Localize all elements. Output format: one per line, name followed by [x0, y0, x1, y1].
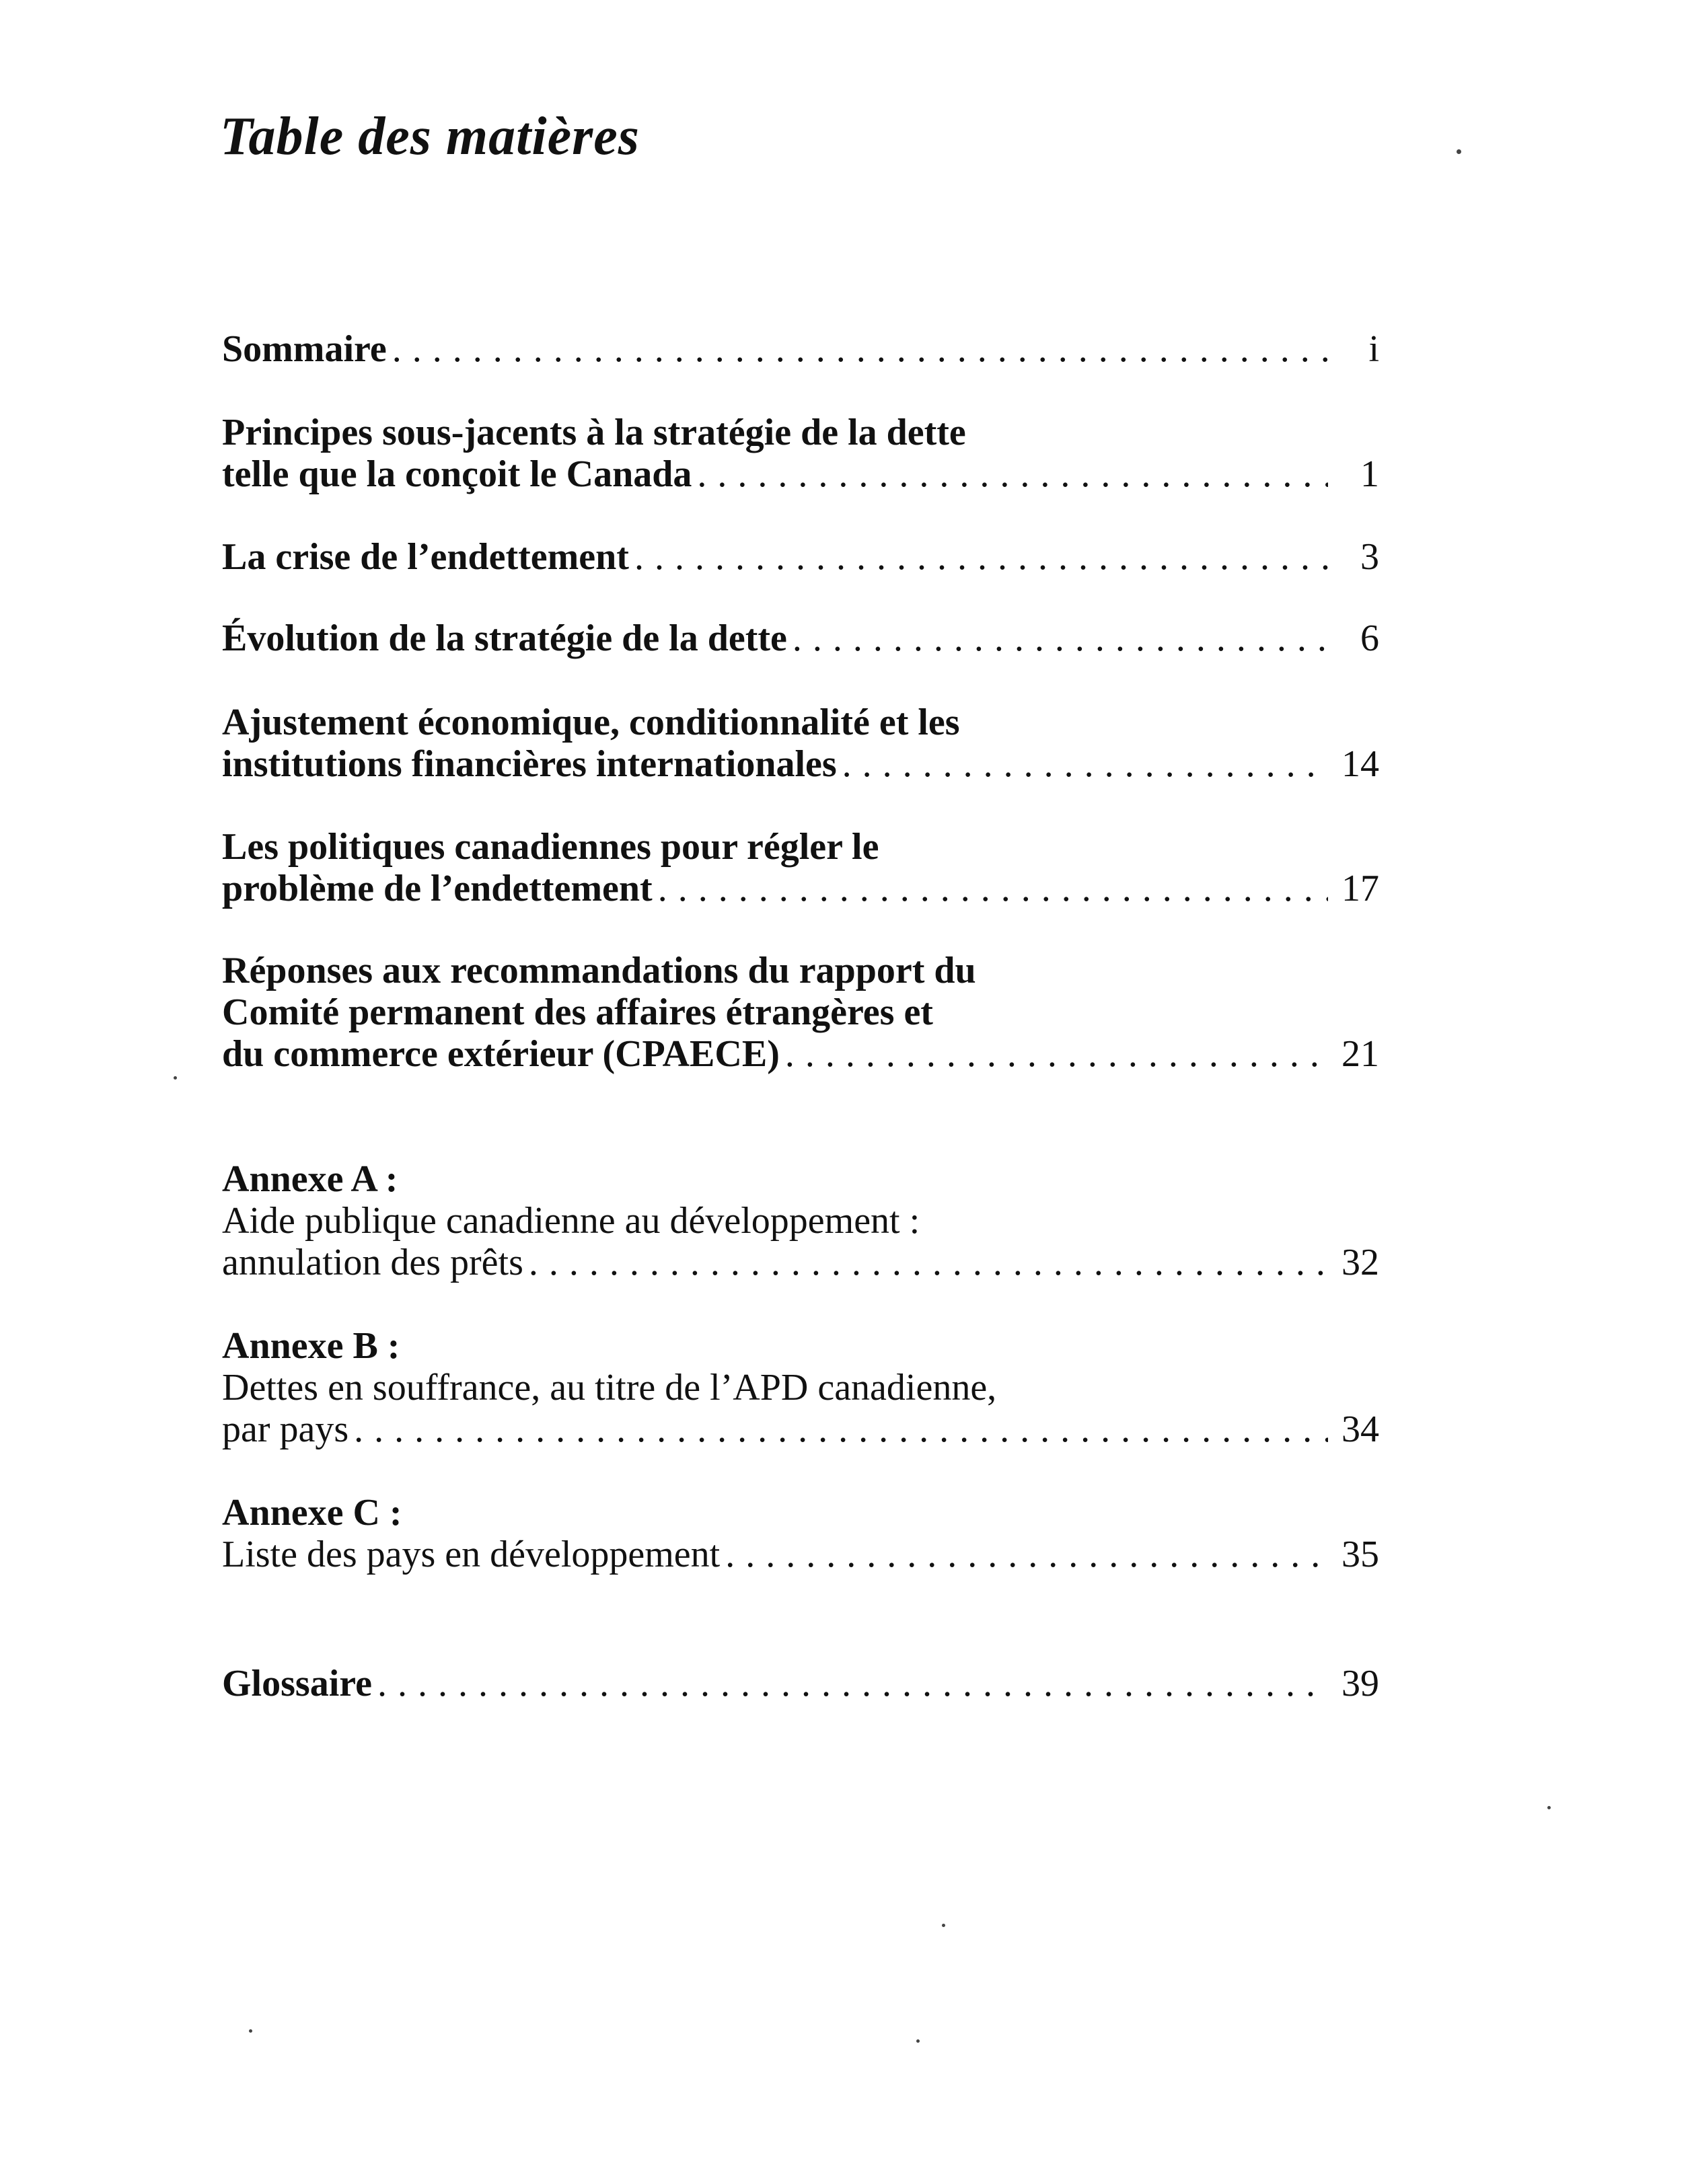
page-number: 21 [1341, 1033, 1379, 1075]
scan-speck [174, 1076, 177, 1080]
dot-leader [697, 453, 1328, 495]
annex-title-line: Liste des pays en développement [222, 1534, 721, 1575]
toc-entry-title-line: Ajustement économique, conditionnalité et les [222, 702, 960, 743]
page-number: 39 [1341, 1663, 1379, 1704]
toc-entry-principes[interactable] [222, 412, 1379, 495]
page-number: 3 [1360, 536, 1379, 578]
toc-entry-title-line: institutions financières internationales [222, 743, 837, 785]
toc-entry-title-line: telle que la conçoit le Canada [222, 453, 692, 495]
toc-entry-politiques[interactable] [222, 826, 1379, 909]
dot-leader [793, 617, 1328, 659]
dot-leader [725, 1534, 1328, 1575]
toc-entry-reponses[interactable] [222, 950, 1379, 1075]
toc-entry-title-line: problème de l’endettement [222, 868, 653, 909]
toc-entry-crise[interactable] [222, 536, 1379, 578]
toc-entry-title: Glossaire [222, 1663, 372, 1704]
page-number: 14 [1341, 743, 1379, 785]
toc-entry-sommaire[interactable] [222, 328, 1379, 370]
page-number: 6 [1360, 617, 1379, 659]
toc-entry-title: Sommaire [222, 328, 387, 370]
toc-entry-title-line: Principes sous-jacents à la stratégie de la dette [222, 412, 966, 453]
toc-entry-title: Évolution de la stratégie de la dette [222, 617, 787, 659]
toc-entry-title-line: Comité permanent des affaires étrangères et [222, 991, 933, 1033]
page-number: 1 [1360, 453, 1379, 495]
dot-leader [634, 536, 1328, 578]
annex-label: Annexe A : [222, 1158, 398, 1200]
toc-annex-c[interactable] [222, 1492, 1379, 1575]
page-number: 34 [1341, 1408, 1379, 1450]
toc-annex-a[interactable] [222, 1158, 1379, 1283]
dot-leader [785, 1033, 1328, 1075]
toc-entry-title-line: du commerce extérieur (CPAECE) [222, 1033, 780, 1075]
page-number: 35 [1341, 1534, 1379, 1575]
toc-entry-title: La crise de l’endettement [222, 536, 629, 578]
toc-annex-b[interactable] [222, 1325, 1379, 1450]
toc-entry-glossaire[interactable] [222, 1663, 1379, 1704]
annex-title-line: par pays [222, 1408, 349, 1450]
scan-speck [916, 2039, 920, 2043]
annex-title-line: Aide publique canadienne au développement : [222, 1200, 920, 1242]
toc-entry-title-line: Les politiques canadiennes pour régler le [222, 826, 879, 868]
annex-title-line: annulation des prêts [222, 1242, 523, 1283]
scan-speck [1457, 149, 1461, 154]
toc-entry-title-line: Réponses aux recommandations du rapport du [222, 950, 976, 991]
page-number: 17 [1341, 868, 1379, 909]
dot-leader [377, 1663, 1328, 1704]
page-number: 32 [1341, 1242, 1379, 1283]
dot-leader [658, 868, 1328, 909]
annex-label: Annexe C : [222, 1492, 402, 1534]
page-title: Table des matières [220, 107, 640, 166]
dot-leader [529, 1242, 1328, 1283]
annex-label: Annexe B : [222, 1325, 400, 1367]
toc-entry-evolution[interactable] [222, 617, 1379, 659]
annex-title-line: Dettes en souffrance, au titre de l’APD canadienne, [222, 1367, 997, 1408]
scan-speck [1547, 1806, 1551, 1809]
page-number: i [1368, 328, 1379, 370]
scan-speck [942, 1924, 945, 1927]
dot-leader [842, 743, 1328, 785]
dot-leader [354, 1408, 1328, 1450]
toc-entry-ajustement[interactable] [222, 702, 1379, 785]
dot-leader [392, 328, 1328, 370]
scan-speck [249, 2029, 252, 2033]
